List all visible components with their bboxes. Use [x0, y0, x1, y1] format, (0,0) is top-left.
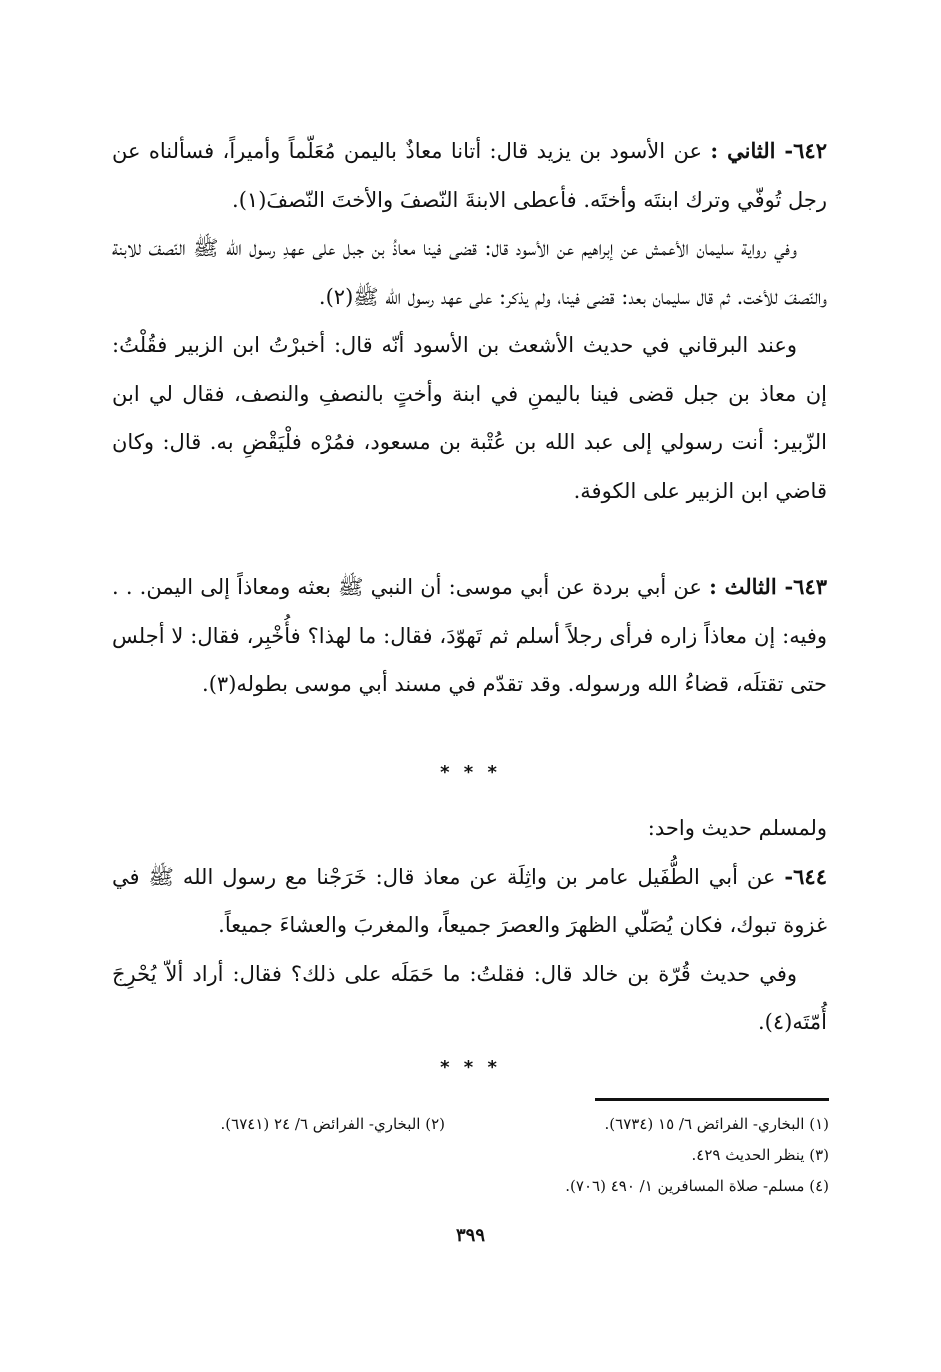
footnote-1: (١) البخاري- الفرائض ٦/ ١٥ (٦٧٣٤). — [604, 1115, 829, 1133]
hadith-643-paragraph — [112, 563, 827, 709]
hadith-644-paragraph — [112, 853, 827, 950]
muslim-section-block — [112, 804, 827, 1047]
sulaiman-narration-paragraph: وفي رواية سليمان الأعمش عن إبراهيم عن الأسود قال: قضى فينا معاذُ بن جبل على عهدِ رسول الله ﷺ النّصفَ للابنة والنّصفَ للأخت. ثم قال سليمان بعد: قضى فينا، ولم يذكر: على عهد رسول الله ﷺ(٢). — [112, 236, 827, 309]
footnote-3: (٣) ينظر الحديث ٤٢٩. — [691, 1146, 829, 1164]
hadith-643-text: عن أبي بردة عن أبي موسى: أن النبي ﷺ بعثه ومعاذاً إلى اليمن. . . وفيه: إن معاذاً زاره فرأى رجلاً أسلم ثم تَهوّدَ، فقال: ما لهذا؟ فأُخْبِر، فقال: لا أجلس حتى تقتلَه، قضاءُ الله ورسوله. وقد تقدّم في مسند أبي موسى بطوله(٣). — [112, 575, 827, 696]
footnote-divider — [595, 1098, 829, 1101]
muslim-section-heading: ولمسلم حديث واحد: — [647, 816, 827, 840]
hadith-643-heading: ٦٤٣- الثالث : — [709, 574, 828, 599]
hadith-642-paragraph — [112, 127, 827, 224]
hadith-643-block — [112, 563, 827, 709]
footnote-4: (٤) مسلم- صلاة المسافرين ١/ ٤٩٠ (٧٠٦). — [565, 1177, 829, 1195]
qurra-narration-paragraph: وفي حديث قُرّة بن خالد قال: فقلتُ: ما حَمَلَه على ذلك؟ فقال: أراد ألاّ يُحْرِجَ أُمّتَه(٤). — [112, 961, 827, 1034]
footnote-2: (٢) البخاري- الفرائض ٦/ ٢٤ (٦٧٤١). — [220, 1115, 445, 1133]
section-separator-2: * * * — [440, 1057, 501, 1078]
hadith-644-text: عن أبي الطُّفَيل عامر بن واثِلَة عن معاذ قال: خَرَجْنا مع رسول الله ﷺ في غزوة تبوك، فكان يُصَلّي الظهرَ والعصرَ جميعاً، والمغربَ والعشاءَ جميعاً. — [112, 864, 827, 937]
hadith-644-heading: ٦٤٤- — [784, 863, 827, 889]
page-number: ٣٩٩ — [455, 1225, 485, 1246]
barqani-narration-paragraph: وعند البرقاني في حديث الأشعث بن الأسود أنّه قال: أخبرْتُ ابن الزبير فقُلْتُ: إن معاذ بن جبل قضى فينا باليمنِ في ابنة وأختٍ بالنصفِ والنصف، فقال لي ابن الزّبير: أنت رسولي إلى عبد الله بن عُتْبة بن مسعود، فمُرْه فلْيَقْضِ به. قال: وكان قاضي ابن الزبير على الكوفة. — [112, 333, 827, 503]
section-separator-1: * * * — [440, 762, 501, 783]
hadith-642-heading: ٦٤٢- الثاني : — [710, 138, 827, 163]
hadith-642-block — [112, 127, 827, 515]
hadith-642-text: عن الأسود بن يزيد قال: أتانا معاذٌ باليمن مُعَلّماً وأميراً، فسألناه عن رجل تُوفّي وترك ابنتَه وأختَه. فأعطى الابنةَ النّصفَ والأختَ النّصفَ(١). — [112, 139, 827, 212]
